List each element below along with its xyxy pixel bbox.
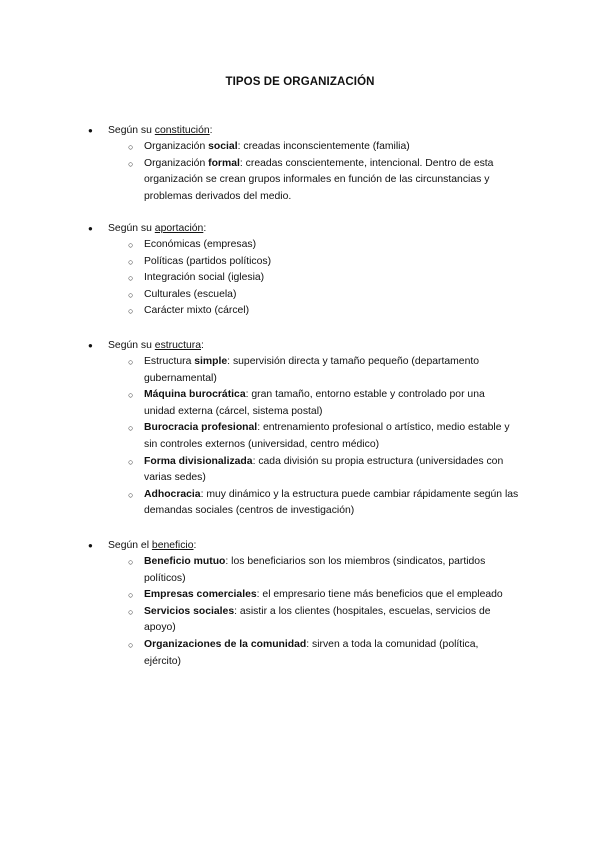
section-heading: ● Según el beneficio: xyxy=(88,537,538,554)
list-item: ○ Estructura simple: supervisión directa y tamaño pequeño (departamento gubernamental) xyxy=(144,354,516,387)
section-aportacion xyxy=(88,220,538,320)
list-item: ○ Organización formal: creadas conscientemente, intencional. Dentro de esta organización se crean grupos informales en función de las circunstancias y problemas derivados del medio. xyxy=(144,156,516,206)
section-list xyxy=(88,554,538,670)
section-estructura xyxy=(88,337,538,520)
list-item: ○ Forma divisionalizada: cada división su propia estructura (universidades con varias sedes) xyxy=(144,454,524,487)
section-heading: ● Según su estructura: xyxy=(88,337,538,354)
list-item: ○ Organización social: creadas inconscientemente (familia) xyxy=(144,139,538,156)
section-list xyxy=(88,237,538,320)
section-beneficio xyxy=(88,537,538,670)
list-item: ○ Burocracia profesional: entrenamiento profesional o artístico, medio estable y sin controles externos (universidad, centro médico) xyxy=(144,420,524,453)
section-heading: ● Según su aportación: xyxy=(88,220,538,237)
section-list xyxy=(88,139,538,205)
list-item: ○ Adhocracia: muy dinámico y la estructura puede cambiar rápidamente según las demandas sociales (centros de investigación) xyxy=(144,487,526,520)
page-title: TIPOS DE ORGANIZACIÓN xyxy=(225,76,375,88)
section-heading: ● Según su constitución: xyxy=(88,122,538,139)
list-item: ○ Culturales (escuela) xyxy=(144,287,538,304)
list-item: ○ Organizaciones de la comunidad: sirven a toda la comunidad (política, ejército) xyxy=(144,637,516,670)
list-item: ○ Carácter mixto (cárcel) xyxy=(144,303,538,320)
list-item: ○ Máquina burocrática: gran tamaño, entorno estable y controlado por una unidad externa (cárcel, sistema postal) xyxy=(144,387,516,420)
list-item: ○ Integración social (iglesia) xyxy=(144,270,538,287)
section-constitucion xyxy=(88,122,538,205)
list-item: ○ Servicios sociales: asistir a los clientes (hospitales, escuelas, servicios de apoyo) xyxy=(144,604,516,637)
section-list xyxy=(88,354,538,520)
list-item: ○ Beneficio mutuo: los beneficiarios son los miembros (sindicatos, partidos políticos) xyxy=(144,554,516,587)
list-item: ○ Económicas (empresas) xyxy=(144,237,538,254)
list-item: ○ Políticas (partidos políticos) xyxy=(144,254,538,271)
list-item: ○ Empresas comerciales: el empresario tiene más beneficios que el empleado xyxy=(144,587,544,604)
